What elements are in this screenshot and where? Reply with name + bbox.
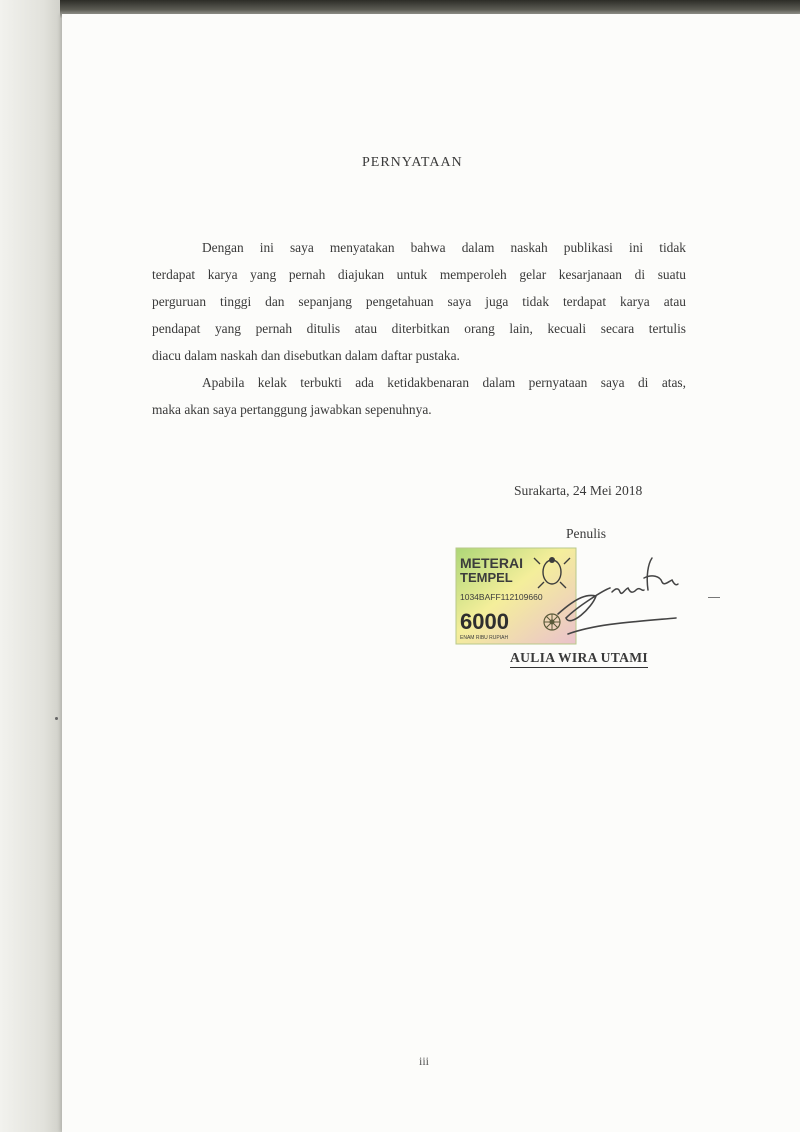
stamp-value-caption: ENAM RIBU RUPIAH [460,635,509,641]
page-number: iii [419,1054,430,1068]
page-title: PERNYATAAN [362,155,463,170]
scan-speck [55,717,58,720]
paragraph-1-line-2: terdapat karya yang pernah diajukan untuk memperoleh gelar kesarjanaan di suatu [152,267,686,282]
paragraph-2-line-2: maka akan saya pertanggung jawabkan sepenuhnya. [152,402,432,417]
stamp-serial: 1034BAFF112109660 [460,592,543,602]
paragraph-1-line-4: pendapat yang pernah ditulis atau diterbitkan orang lain, kecuali secara tertulis [152,321,686,336]
handwritten-signature [548,556,688,648]
paragraph-2-line-1: Apabila kelak terbukti ada ketidakbenaran dalam pernyataan saya di atas, [202,375,686,390]
statement-body [152,234,686,423]
paragraph-1-line-5: diacu dalam naskah dan disebutkan dalam daftar pustaka. [152,348,460,363]
paragraph-1-line-1: Dengan ini saya menyatakan bahwa dalam naskah publikasi ini tidak [202,240,686,255]
place-date: Surakarta, 24 Mei 2018 [514,483,643,498]
paragraph-1-line-3: perguruan tinggi dan sepanjang pengetahuan saya juga tidak terdapat karya atau [152,294,686,309]
writer-label: Penulis [566,526,607,541]
stamp-heading-2: TEMPEL [460,570,513,585]
signer-name: AULIA WIRA UTAMI [510,650,648,668]
scan-left-edge [0,0,62,1132]
stray-mark [708,597,720,598]
stamp-value: 6000 [460,609,509,634]
document-page [62,14,800,1132]
stamp-heading-1: METERAI [460,555,523,571]
